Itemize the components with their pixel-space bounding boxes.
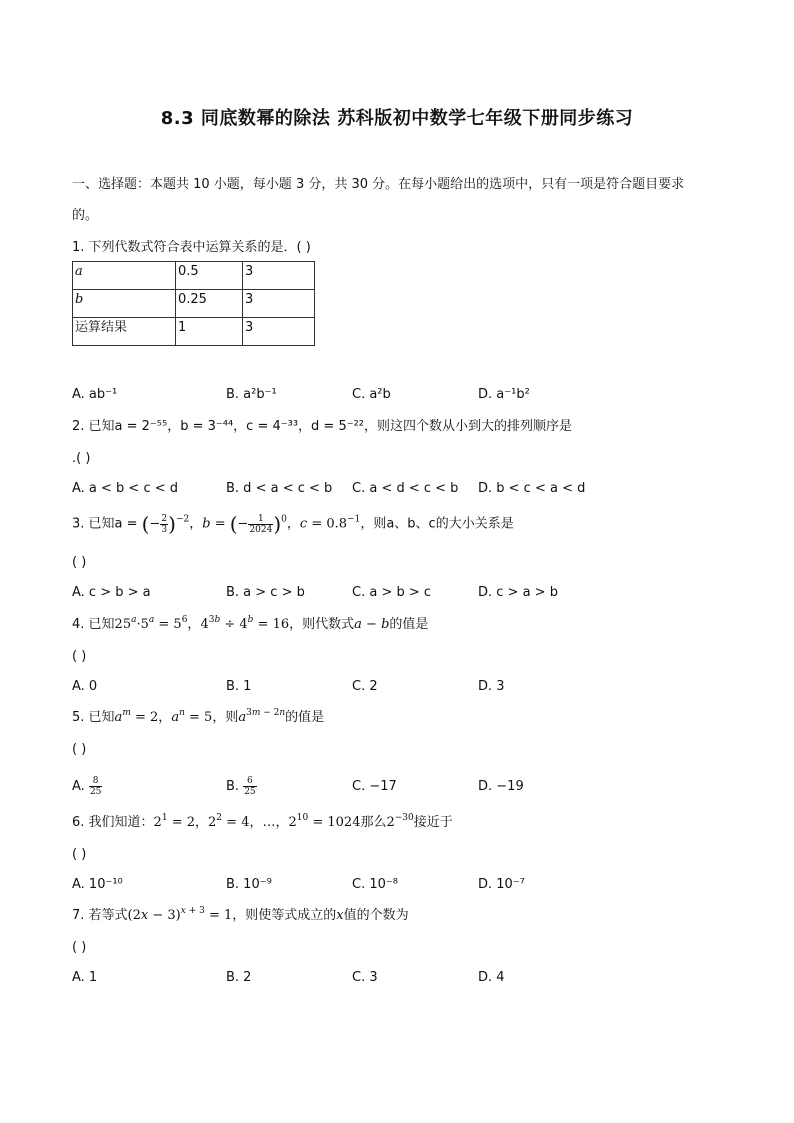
q4-option-c: C. 2	[352, 679, 378, 694]
section-instructions-line2: 的。	[72, 208, 99, 223]
q3-option-b: B. a > c > b	[226, 585, 305, 600]
q2-stem: 2. 已知a = 2⁻⁵⁵，b = 3⁻⁴⁴，c = 4⁻³³，d = 5⁻²²，则这四个数从小到大的排列顺序是	[72, 419, 573, 434]
q6-paren: ( )	[72, 847, 87, 862]
table-cell: a	[73, 262, 176, 290]
q7-stem: 7. 若等式$(2x - 3)^{x + 3} = 1$，则使等式成立的x值的个数为	[72, 906, 409, 923]
q3-stem-prefix: 3. 已知a =	[72, 516, 142, 532]
table-cell: b	[73, 290, 176, 318]
q4-option-b: B. 1	[226, 679, 252, 694]
q4-paren: ( )	[72, 649, 87, 664]
table-cell: 3	[243, 290, 315, 318]
q3-fraction: $\frac{1}{2024}$	[249, 513, 273, 535]
table-cell: 0.25	[176, 290, 243, 318]
q3-fraction: $\frac{2}{3}$	[161, 513, 168, 535]
q3-stem: 3. 已知a = (− $\frac{2}{3}$ )$^{-2}$，b = (− $\frac{1}{2024}$ )$^0$，$c = 0.8^{-1}$，则a、b、c的大小关系是	[72, 512, 514, 536]
q5-stem: 5. 已知$a^m = 2$，$a^n = 5$，则$a^{3m - 2n}$的值是	[72, 708, 325, 725]
q3-option-d: D. c > a > b	[478, 585, 558, 600]
q3-option-c: C. a > b > c	[352, 585, 432, 600]
section-instructions-line1: 一、选择题：本题共 10 小题，每小题 3 分，共 30 分。在每小题给出的选项中，只有一项是符合题目要求	[72, 177, 685, 192]
table-cell: 0.5	[176, 262, 243, 290]
table-cell: 运算结果	[73, 318, 176, 346]
table-cell: 3	[243, 318, 315, 346]
q5-option-c: C. −17	[352, 779, 397, 794]
page-title: 8.3 同底数幂的除法 苏科版初中数学七年级下册同步练习	[160, 108, 634, 129]
q7-option-b: B. 2	[226, 970, 252, 985]
q4-stem: 4. 已知$25^a\cdot 5^a = 5^6$，$4^{3b} \div 4^b = 16$，则代数式a − b的值是	[72, 615, 429, 632]
q1-option-a: A. ab⁻¹	[72, 387, 118, 402]
q7-option-a: A. 1	[72, 970, 98, 985]
q7-option-c: C. 3	[352, 970, 378, 985]
q6-option-d: D. 10⁻⁷	[478, 877, 525, 892]
q7-paren: ( )	[72, 940, 87, 955]
q1-table	[72, 261, 315, 346]
table-cell: 1	[176, 318, 243, 346]
q5-paren: ( )	[72, 742, 87, 757]
q1-option-c: C. a²b	[352, 387, 391, 402]
q1-option-d: D. a⁻¹b²	[478, 387, 530, 402]
q2-paren: .( )	[72, 451, 91, 466]
q1-stem: 1. 下列代数式符合表中运算关系的是．( )	[72, 240, 311, 255]
q1-option-b: B. a²b⁻¹	[226, 387, 277, 402]
q6-stem: 6. 我们知道：$2^1 = 2$，$2^2 = 4$，…，$2^{10} = 1024$那么$2^{-30}$接近于	[72, 813, 453, 830]
q5-option-a: A. $\frac{8}{25}$	[72, 776, 102, 797]
q4-option-d: D. 3	[478, 679, 505, 694]
q5-option-b: B. $\frac{6}{25}$	[226, 776, 256, 797]
q6-option-b: B. 10⁻⁹	[226, 877, 272, 892]
q3-option-a: A. c > b > a	[72, 585, 151, 600]
q3-paren: ( )	[72, 555, 87, 570]
q7-option-d: D. 4	[478, 970, 505, 985]
q4-option-a: A. 0	[72, 679, 98, 694]
table-row	[73, 262, 315, 290]
q6-option-c: C. 10⁻⁸	[352, 877, 398, 892]
q5-option-d: D. −19	[478, 779, 524, 794]
q2-option-a: A. a < b < c < d	[72, 481, 179, 496]
table-row	[73, 290, 315, 318]
q2-option-d: D. b < c < a < d	[478, 481, 586, 496]
table-cell: 3	[243, 262, 315, 290]
q6-option-a: A. 10⁻¹⁰	[72, 877, 123, 892]
q3-stem-suffix: ，则a、b、c的大小关系是	[360, 516, 514, 532]
q2-option-b: B. d < a < c < b	[226, 481, 333, 496]
table-row	[73, 318, 315, 346]
q2-option-c: C. a < d < c < b	[352, 481, 459, 496]
